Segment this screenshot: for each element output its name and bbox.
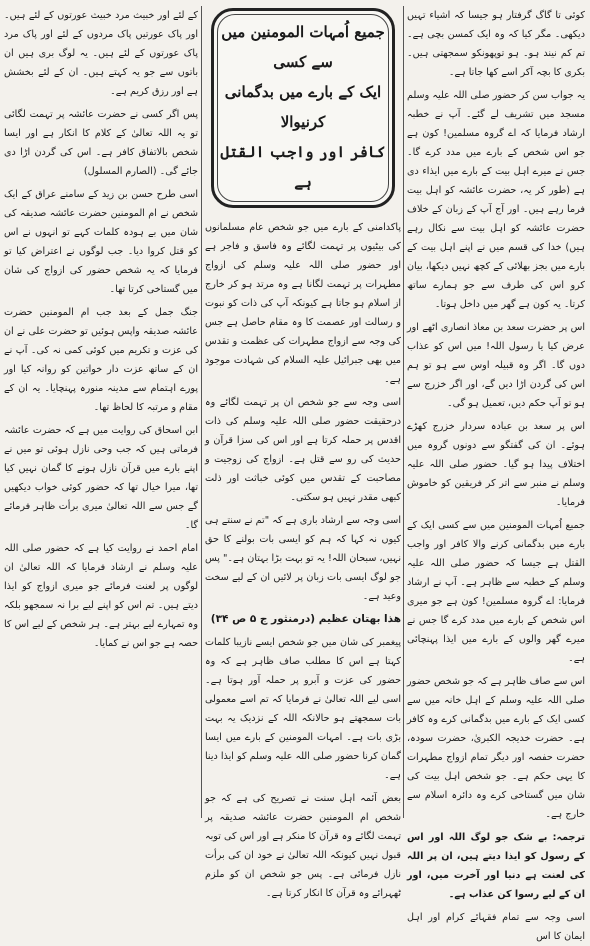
paragraph: بعض آئمہ اہل سنت نے تصریح کی ہے کہ جو شخص ام المومنین حضرت عائشہ صدیقہ پر تہمت لگائے وہ قرآن کا منکر ہے اور اس کی توبہ قبول نہیں کیونکہ اللہ تعالیٰ نے خود ان کی برأت نازل فرمائی ہے۔ پس جو شخص ان کو ملزم ٹھہرائے وہ قرآن کا انکار کرتا ہے۔	[205, 793, 401, 899]
paragraph: پاکدامنی کے بارے میں جو شخص عام مسلمانوں کی بیٹیوں پر تہمت لگائے وہ فاسق و فاجر ہے اور حضور صلی اللہ علیہ وسلم کی ازواج مطہرات پر تہمت لگانا ہے وہ مرتد ہو کر خارج از اسلام ہو جاتا ہے کیونکہ آپ کی ذات کو نبوت و رسالت اور عصمت کا وہ مقام حاصل ہے جس کی وجہ سے ازواج مطہرات کی عظمت و تقدس میں بھی جبرائیل علیہ السلام کی شہادت موجود ہے۔	[205, 222, 401, 385]
paragraph: کوئی تا گاگ گرفتار ہو جیسا کہ اشیاء تہیں دیکھی۔ مگر کیا کہ وہ ایک کمسن بچی ہے۔ تم کم نیند ہو۔ ہو توپھونکو سمجھتی ہیں۔ بکری کا بچہ آکر اسے کھا جاتا ہے۔	[407, 10, 585, 78]
paragraph: امام احمد نے روایت کیا ہے کہ حضور صلی اللہ علیہ وسلم نے ارشاد فرمایا کہ اللہ تعالیٰ ان لوگوں پر لعنت فرمائے جو میری ازواج کو ایذا دیتے ہیں۔ تم اس کو اپنے لیے برا نہ سمجھو بلکہ وہ تمہارے لیے بہتر ہے۔ ہر شخص کے لیے اس کا حصہ ہے جو اس نے کمایا۔	[4, 543, 198, 649]
paragraph: کے لئے اور خبیث مرد خبیث عورتوں کے لئے ہیں۔ اور پاک عورتیں پاک مردوں کے لئے اور پاک مرد پاک عورتوں کے لئے ہیں۔ یہ لوگ بری ہیں ان باتوں سے جو یہ کہتے ہیں۔ ان کے لئے بخشش ہے اور رزق کریم ہے۔	[4, 10, 198, 97]
paragraph: اسی طرح حسن بن زید کے سامنے عراق کے ایک شخص نے ام المومنین حضرت عائشہ صدیقہ کی شان میں بے ہودہ کلمات کہے تو انہوں نے اس کو قتل کروا دیا۔ جب لوگوں نے اعتراض کیا تو فرمایا کہ یہ شخص حضور کی ازواج کی شان میں گستاخی کرتا تھا۔	[4, 189, 198, 295]
headline-line-3: کافر اور واجب القتل ہے	[220, 143, 386, 191]
paragraph: اسی وجہ سے جو شخص ان پر تہمت لگائے وہ درحقیقت حضور صلی اللہ علیہ وسلم کی ذات اقدس پر حملہ کرتا ہے اور اس کی سزا قرآن و حدیث کی رو سے قتل ہے۔ ازواج کی زوجیت و مصاحبت کے تقدس میں کوئی خباثت اور ذلت کبھی مقدر نہیں ہو سکتی۔	[205, 397, 401, 503]
paragraph: پس اگر کسی نے حضرت عائشہ پر تہمت لگائی تو یہ اللہ تعالیٰ کے کلام کا انکار ہے اور ایسا شخص بالاتفاق کافر ہے۔ اس کی گردن اڑا دی جائے گی۔ (الصارم المسلول)	[4, 109, 198, 177]
paragraph: اس سے صاف ظاہر ہے کہ جو شخص حضور صلی اللہ علیہ وسلم کے اہل خانہ میں سے کسی ایک کے بارے میں بدگمانی کرے وہ کافر ہے۔ حضرت خدیجہ الکبریٰ، حضرت سودہ، حضرت حفصہ اور دیگر تمام ازواج مطہرات کا یہی حکم ہے۔ جو شخص اہل بیت کی شان میں گستاخی کرے وہ دائرہ اسلام سے خارج ہے۔	[407, 676, 585, 820]
article-column-middle	[205, 6, 401, 899]
column-divider	[403, 6, 404, 818]
paragraph: پیغمبر کی شان میں جو شخص ایسے نازیبا کلمات کہتا ہے اس کا مطلب صاف ظاہر ہے کہ وہ حضور کی عزت و آبرو پر حملہ آور ہوتا ہے۔ اسی لیے اللہ تعالیٰ نے فرمایا کہ تم اسے معمولی بات سمجھتے ہو حالانکہ اللہ کے نزدیک یہ بہت بڑی بات ہے۔ امہات المومنین کے بارے میں ایسا گمان کرنا حضور صلی اللہ علیہ وسلم کو ایذا دینا ہے۔	[205, 637, 401, 781]
paragraph: ابن اسحاق کی روایت میں ہے کہ حضرت عائشہ فرماتی ہیں کہ جب وحی نازل ہوئی تو میں نے اپنے بارے میں قرآن نازل ہونے کا گمان نہیں کیا تھا، میرا خیال تھا کہ حضور کوئی خواب دیکھیں گے جس سے اللہ تعالیٰ میری برأت ظاہر فرمائے گا۔	[4, 425, 198, 531]
headline-box	[211, 8, 395, 208]
paragraph: جنگ جمل کے بعد جب ام المومنین حضرت عائشہ صدیقہ واپس ہوئیں تو حضرت علی نے ان کی عزت و تکریم میں کوئی کمی نہ کی۔ آپ نے ان کے ساتھ عزت دار خواتین کو روانہ کیا اور پورے اہتمام سے مدینہ منورہ پہنچایا۔ یہ ان کے مقام و مرتبہ کا لحاظ تھا۔	[4, 307, 198, 413]
paragraph: اسی وجہ سے ارشاد باری ہے کہ "تم نے سنتے ہی کیوں نہ کہا کہ ہم کو ایسی بات بولنے کا حق نہیں، سبحان اللہ! یہ تو بہت بڑا بہتان ہے۔" پس جو لوگ ایسی بات زبان پر لائیں ان کے لیے سخت وعید ہے۔	[205, 515, 401, 602]
headline-line-2: ایک کے بارے میں بدگمانی کرنیوالا	[224, 83, 382, 131]
headline-line-1: جمیع اُمہات المومنین میں سے کسی	[221, 23, 385, 71]
paragraph: اس پر حضرت سعد بن معاذ انصاری اٹھے اور عرض کیا یا رسول اللہ! میں اس کو عذاب دوں گا۔ اگر وہ قبیلہ اوس سے ہو تو ہم اس کی گردن اڑا دیں گے، اور اگر خزرج سے ہو تو آپ حکم دیں، تعمیل ہو گی۔	[407, 322, 585, 409]
paragraph: جمیع اُمہات المومنین میں سے کسی ایک کے بارے میں بدگمانی کرنے والا کافر اور واجب القتل ہے جیسا کہ حضور صلی اللہ علیہ وسلم کے خطبہ سے ظاہر ہے۔ آپ نے ارشاد فرمایا: اے گروہ مسلمین! کون ہے جو میری اس شخص کے بارے میں مدد کرے گا جس نے میرے گھر والوں کے بارے میں ایذا پہنچائی ہے۔	[407, 520, 585, 664]
paragraph: ترجمہ: بے شک جو لوگ اللہ اور اس کے رسول کو ایذا دیتے ہیں، ان پر اللہ کی لعنت ہے دنیا اور آخرت میں، اور ان کے لیے رسوا کن عذاب ہے۔	[407, 832, 585, 900]
reference-citation: ھذا بھتان عظیم (درمنثور ج ۵ ص ۳۴)	[210, 613, 401, 625]
article-column-right	[407, 6, 585, 942]
paragraph: اسی وجہ سے تمام فقہائے کرام اور اہل ایمان کا اس	[407, 912, 585, 942]
paragraph: یہ جواب سن کر حضور صلی اللہ علیہ وسلم مسجد میں تشریف لے گئے۔ آپ نے خطبہ ارشاد فرمایا کہ اے گروہ مسلمین! کون ہے جو اس شخص کے بارے میں مدد کرے گا۔ جس نے میرے اہل بیت کے بارے میں ایذاء دی ہے (طور کر یہ، حضرت عائشہ کو اہل بیت فرما رہے ہیں۔ اور آج آپ کے زبان کے خلاف حضرت عائشہ کو اہل بیت سے نکال رہے ہیں) خدا کی قسم میں نے اپنے اہل بیت کے بارے میں بجز بھلائی کے کچھ نہیں دیکھا، بیان کرو اس کی طرف سے جو ہمارے ساتھ کرتا۔ یہ کون ہے گھر میں داخل ہوتا۔	[407, 90, 585, 310]
article-column-left	[4, 6, 198, 820]
column-divider	[201, 6, 202, 818]
paragraph: اس پر سعد بن عبادہ سردار خزرج کھڑے ہوئے۔ ان کی گفتگو سے دونوں گروہ میں اختلاف پیدا ہو گیا۔ حضور صلی اللہ علیہ وسلم نے منبر سے اتر کر فریقین کو خاموش فرمایا۔	[407, 421, 585, 508]
